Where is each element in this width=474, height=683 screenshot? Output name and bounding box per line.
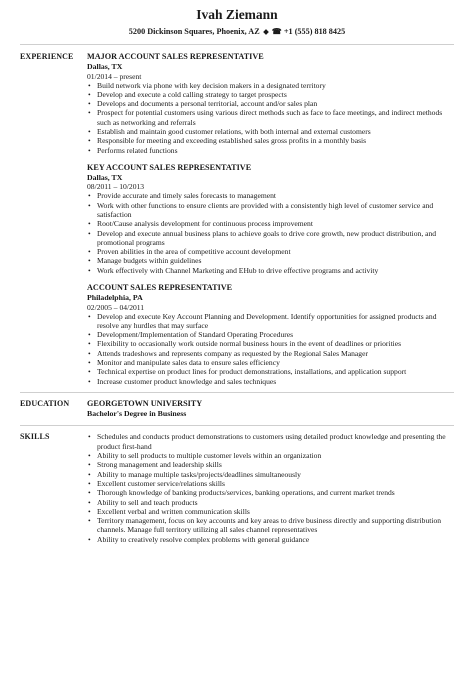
- skill-item: • Strong management and leadership skills: [87, 460, 454, 469]
- job-location: Dallas, TX: [87, 62, 123, 71]
- education-heading: EDUCATION: [20, 398, 70, 408]
- job-bullet: • Develop and execute a cold calling strategy to target prospects: [87, 90, 454, 99]
- phone-icon: ☎: [271, 27, 282, 36]
- job-location: Dallas, TX: [87, 172, 123, 182]
- skill-item: • Ability to sell products to multiple customer levels within an organization: [87, 451, 454, 460]
- job-bullet: • Manage budgets within guidelines: [87, 256, 454, 265]
- skill-item: • Thorough knowledge of banking products/services, banking operations, and current market trends: [87, 488, 454, 497]
- skill-item: • Ability to sell and teach products: [87, 498, 454, 507]
- skill-item: • Ability to manage multiple tasks/projects/deadlines simultaneously: [87, 470, 454, 479]
- experience-heading: EXPERIENCE: [20, 52, 74, 61]
- job-bullet: • Develops and documents a personal territorial, account and/or sales plan: [87, 99, 454, 108]
- job-entry: [87, 283, 454, 386]
- job-dates: 01/2014 – present: [87, 71, 142, 81]
- skills-list: [87, 432, 454, 544]
- skills-heading: SKILLS: [20, 432, 50, 442]
- job-bullet: • Prospect for potential customers using various direct methods such as face to face meetings, and indirect methods such as networking and referrals: [87, 108, 454, 127]
- job-bullet: • Monitor and manipulate sales data to ensure sales efficiency: [87, 358, 454, 367]
- education-divider: [20, 425, 454, 426]
- job-bullet: • Increase customer product knowledge and sales techniques: [87, 377, 454, 386]
- job-bullet: • Root/Cause analysis development for continuous process improvement: [87, 219, 454, 228]
- skills-section: [0, 432, 474, 544]
- job-bullet: • Develop and execute Key Account Planning and Development. Identify opportunities for assigned products and resolve any hurdles that may surface: [87, 312, 454, 331]
- experience-list: [87, 52, 454, 386]
- job-bullet-list: [87, 191, 454, 275]
- job-bullet: • Proven abilities in the area of competitive account development: [87, 247, 454, 256]
- job-bullet: • Develop and execute annual business plans to achieve goals to drive core growth, new product distribution, and promotional programs: [87, 229, 454, 248]
- address-text: 5200 Dickinson Squares, Phoenix, AZ: [128, 27, 260, 36]
- job-bullet: • Build network via phone with key decision makers in a designated territory: [87, 81, 454, 90]
- education-body: [87, 399, 454, 419]
- job-bullet: • Work with other functions to ensure clients are provided with a consistently high level of customer service and satisfaction: [87, 201, 454, 220]
- experience-divider: [20, 392, 454, 393]
- resume-header: [0, 0, 474, 38]
- job-title: KEY ACCOUNT SALES REPRESENTATIVE: [87, 162, 252, 172]
- job-bullet: • Attends tradeshows and represents company as requested by the Regional Sales Manager: [87, 349, 454, 358]
- education-section: [0, 399, 474, 419]
- job-title: MAJOR ACCOUNT SALES REPRESENTATIVE: [87, 52, 264, 61]
- job-bullet: • Work effectively with Channel Marketing and EHub to drive effective programs and activity: [87, 266, 454, 275]
- skill-item: • Schedules and conducts product demonstrations to customers using detailed product knowledge and presenting the product first-hand: [87, 432, 454, 451]
- job-bullet: • Establish and maintain good customer relations, with both internal and external customers: [87, 127, 454, 136]
- skill-item: • Territory management, focus on key accounts and key areas to drive business directly and supporting distribution channels. Manage full territory utilizing all sales channel representatives: [87, 516, 454, 535]
- job-entry: [87, 163, 454, 275]
- job-bullet: • Responsible for meeting and exceeding established sales gross profits in a monthly basis: [87, 136, 454, 145]
- phone-text: +1 (555) 818 8425: [283, 27, 346, 36]
- job-dates: 02/2005 – 04/2011: [87, 302, 145, 312]
- degree-name: Bachelor's Degree in Business: [87, 408, 187, 418]
- job-entry: [87, 52, 454, 155]
- job-bullet: • Technical expertise on product lines for product demonstrations, installations, and application support: [87, 367, 454, 376]
- diamond-separator-icon: [263, 29, 269, 35]
- experience-section: [0, 52, 474, 386]
- candidate-name: Ivah Ziemann: [196, 7, 278, 22]
- job-bullet: • Provide accurate and timely sales forecasts to management: [87, 191, 454, 200]
- job-location: Philadelphia, PA: [87, 293, 143, 303]
- job-title: ACCOUNT SALES REPRESENTATIVE: [87, 283, 233, 293]
- school-name: GEORGETOWN UNIVERSITY: [87, 398, 203, 408]
- contact-line: [0, 26, 474, 38]
- job-bullet: • Flexibility to occasionally work outside normal business hours in the event of deadlines or priorities: [87, 339, 454, 348]
- job-bullet-list: [87, 312, 454, 386]
- header-divider: [20, 44, 454, 45]
- job-bullet: • Performs related functions: [87, 146, 454, 155]
- job-dates: 08/2011 – 10/2013: [87, 182, 145, 192]
- job-bullet-list: [87, 81, 454, 155]
- skill-item: • Ability to creatively resolve complex problems with general guidance: [87, 535, 454, 544]
- skills-body: [87, 432, 454, 544]
- job-bullet: • Development/Implementation of Standard Operating Procedures: [87, 330, 454, 339]
- skill-item: • Excellent verbal and written communication skills: [87, 507, 454, 516]
- skill-item: • Excellent customer service/relations skills: [87, 479, 454, 488]
